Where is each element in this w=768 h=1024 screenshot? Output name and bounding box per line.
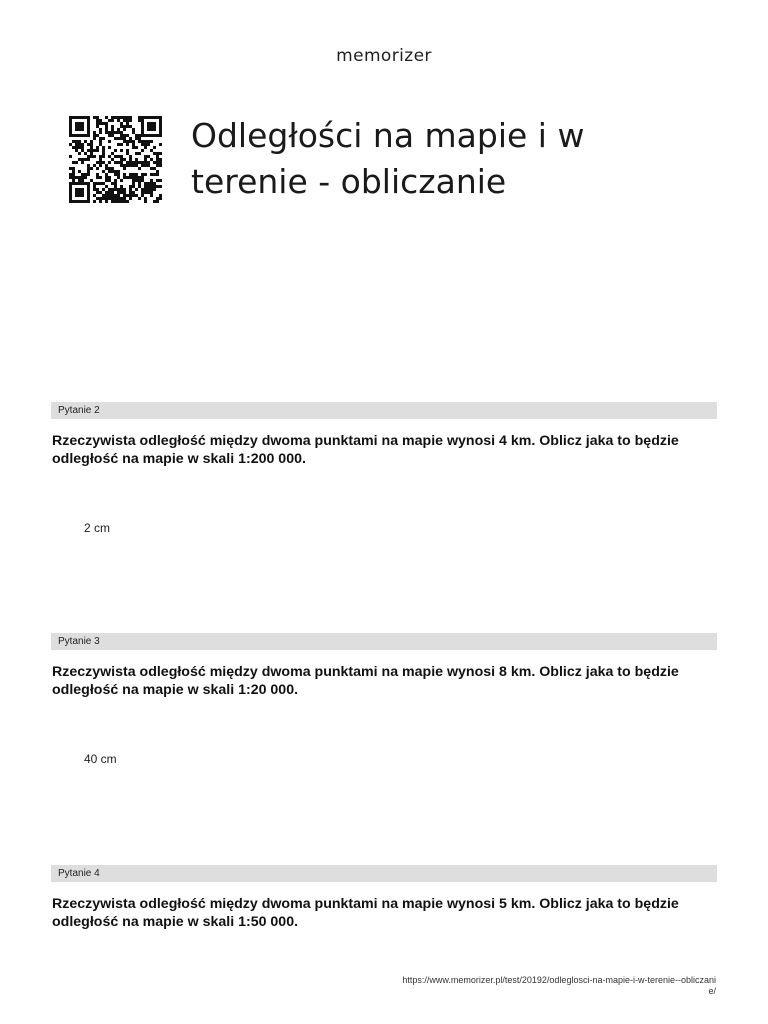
question-text-4: Rzeczywista odległość między dwoma punktami na mapie wynosi 5 km. Oblicz jaka to będzie odległość na mapie w skali 1:50 000. (52, 896, 679, 930)
page-title: Odległości na mapie i w terenie - obliczanie (191, 116, 585, 201)
question-header-2: Pytanie 2 (51, 402, 717, 419)
question-header-4: Pytanie 4 (51, 865, 717, 882)
answer-text-2: 2 cm (84, 521, 111, 535)
question-text-3: Rzeczywista odległość między dwoma punktami na mapie wynosi 8 km. Oblicz jaka to będzie odległość na mapie w skali 1:20 000. (52, 664, 679, 698)
question-header-3: Pytanie 3 (51, 633, 717, 650)
footer-url-link[interactable]: https://www.memorizer.pl/test/20192/odleglosci-na-mapie-i-w-terenie--obliczanie/ (402, 975, 716, 996)
answer-text-3: 40 cm (84, 752, 117, 766)
qr-code-icon (67, 114, 164, 205)
memorizer-logo: memorizer (336, 46, 432, 66)
question-text-2: Rzeczywista odległość między dwoma punktami na mapie wynosi 4 km. Oblicz jaka to będzie odległość na mapie w skali 1:200 000. (52, 433, 679, 467)
